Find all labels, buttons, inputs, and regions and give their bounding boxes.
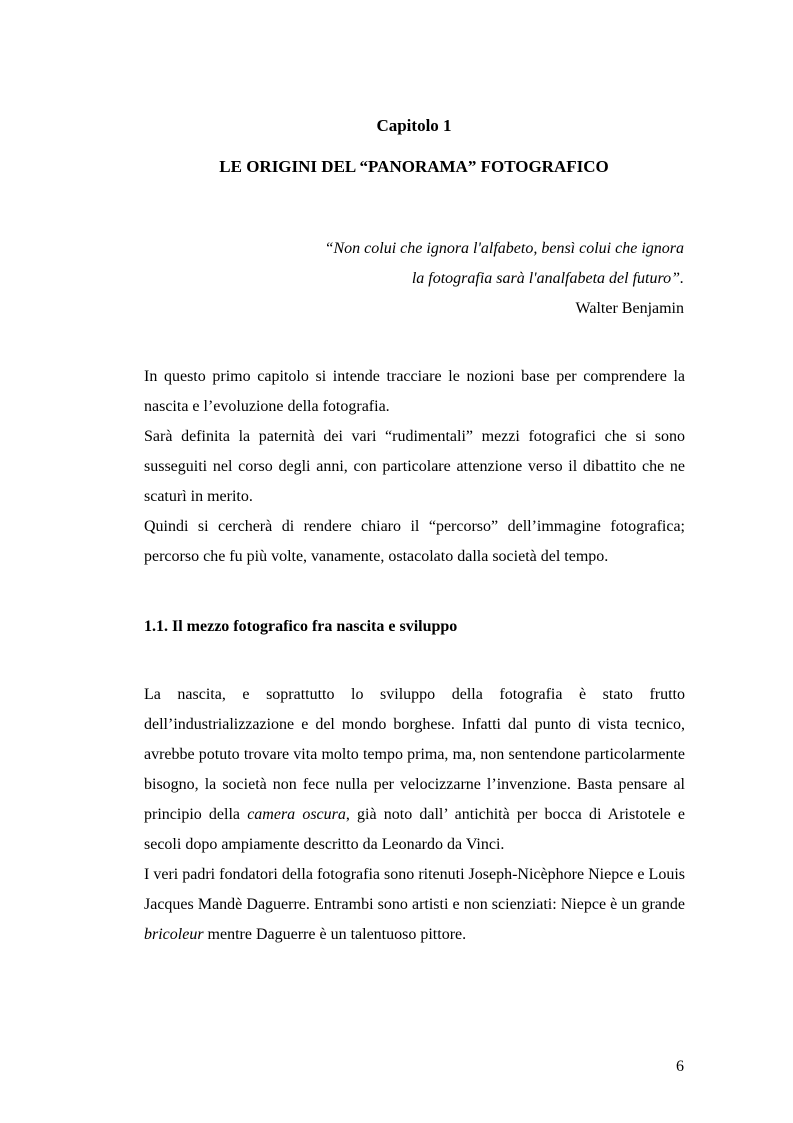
page-number: 6	[676, 1058, 684, 1075]
intro-text	[144, 362, 685, 572]
section-paragraph-2-text-a: I veri padri fondatori della fotografia sono ritenuti Joseph-Nicèphore Niepce e Louis Jacques Mandè Daguerre. Entrambi sono artisti e non scienziati: Niepce è un grande	[144, 866, 685, 913]
epigraph	[164, 234, 684, 324]
section-heading: 1.1. Il mezzo fotografico fra nascita e sviluppo	[144, 618, 458, 635]
section-paragraph-2	[144, 860, 685, 950]
intro-paragraph-2: Sarà definita la paternità dei vari “rudimentali” mezzi fotografici che si sono susseguiti nel corso degli anni, con particolare attenzione verso il dibattito che ne scaturì in merito.	[144, 428, 685, 505]
intro-paragraph-3: Quindi si cercherà di rendere chiaro il “percorso” dell’immagine fotografica; percorso che fu più volte, vanamente, ostacolato dalla società del tempo.	[144, 518, 685, 565]
section-paragraph-1-text-b: , già noto dall’ antichità per bocca di Aristotele e secoli dopo ampiamente descritto da Leonardo da Vinci.	[144, 806, 686, 853]
camera-oscura-term: camera oscura	[247, 806, 346, 823]
chapter-label: Capitolo 1	[376, 116, 452, 135]
section-body	[144, 680, 685, 950]
epigraph-line-2: la fotografia sarà l'analfabeta del futuro”.	[411, 270, 684, 287]
section-paragraph-2-text-b: mentre Daguerre è un talentuoso pittore.	[203, 926, 467, 943]
intro-paragraph-1: In questo primo capitolo si intende tracciare le nozioni base per comprendere la nascita e l’evoluzione della fotografia.	[144, 368, 685, 415]
epigraph-line-1: “Non colui che ignora l'alfabeto, bensì colui che ignora	[324, 240, 684, 257]
bricoleur-term: bricoleur	[144, 926, 204, 943]
section-paragraph-1-text-a: La nascita, e soprattutto lo sviluppo della fotografia è stato frutto dell’industrializzazione e del mondo borghese. Infatti dal punto di vista tecnico, avrebbe potuto trovare vita molto tempo prima, ma, non sentendone particolarmente bisogno, la società non fece nulla per velocizzarne l’invenzione. Basta pensare al principio della	[144, 686, 685, 823]
epigraph-author: Walter Benjamin	[575, 300, 684, 317]
chapter-title: LE ORIGINI DEL “PANORAMA” FOTOGRAFICO	[219, 157, 609, 176]
section-paragraph-1	[144, 680, 685, 860]
